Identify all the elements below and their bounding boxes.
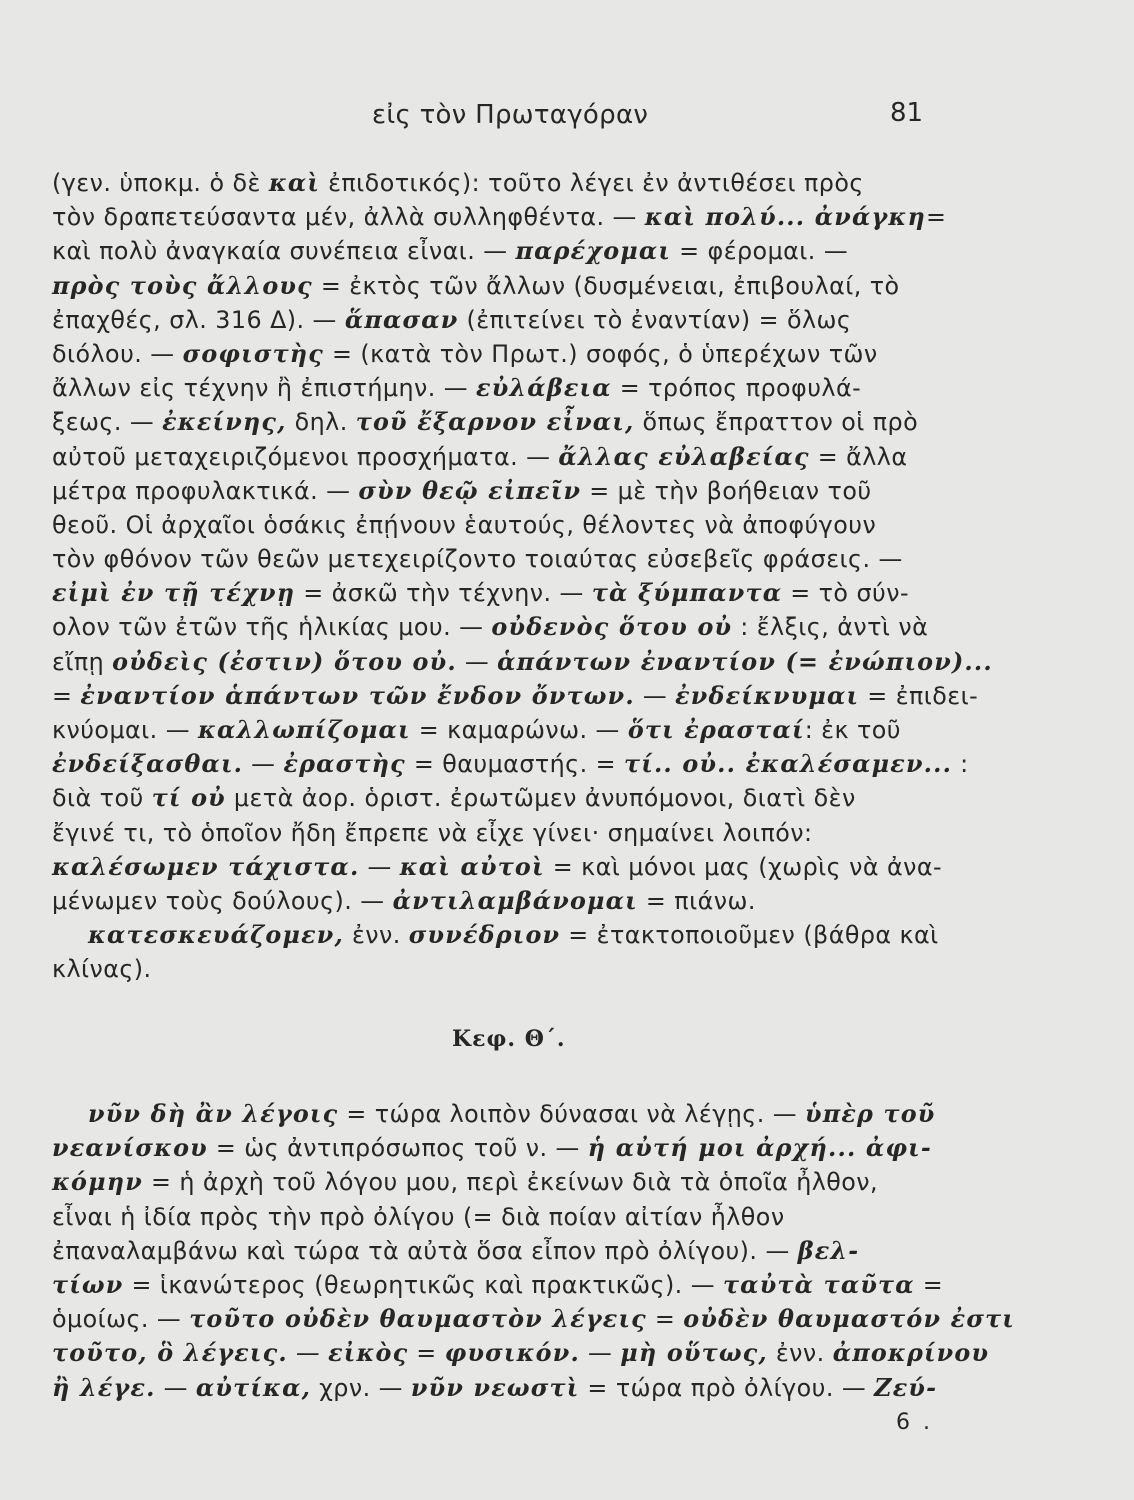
gloss-text: (ἐπιτείνει τὸ ἐναντίαν) = ὅλως: [458, 305, 852, 334]
gloss-text: μέτρα προφυλακτικά. —: [52, 476, 359, 505]
lemma-text: νεανίσκου: [52, 1134, 208, 1163]
gloss-text: —: [155, 1373, 196, 1402]
gloss-text: δηλ.: [286, 408, 356, 437]
text-line: [52, 1097, 952, 1131]
gloss-text: εἶναι ἡ ἰδία πρὸς τὴν πρὸ ὀλίγου (= διὰ ποίαν αἰτίαν ἦλθον: [52, 1202, 785, 1231]
text-line: [52, 440, 952, 474]
lemma-text: σοφιστὴς: [182, 339, 324, 368]
gloss-text: ἐπαχθές, σλ. 316 Δ). —: [52, 305, 345, 334]
gloss-text: : ἐκ τοῦ: [804, 716, 901, 744]
text-line: [52, 542, 952, 576]
gloss-text: διὰ τοῦ: [52, 784, 152, 813]
text-line: [52, 884, 952, 918]
text-line: [52, 645, 993, 679]
gloss-text: (γεν. ὑποκμ. ὁ δὲ: [52, 169, 269, 197]
gloss-text: = τὸ σύν-: [782, 579, 909, 608]
lemma-text: ἐναντίον ἁπάντων τῶν ἔνδον ὄντων.: [80, 681, 635, 710]
text-line: [52, 747, 969, 781]
lemma-text: κόμην: [52, 1168, 143, 1197]
gloss-text: καὶ πολὺ ἀναγκαία συνέπεια εἶναι. —: [52, 237, 516, 266]
gloss-text: ἐπαναλαμβάνω καὶ τώρα τὰ αὐτὰ ὅσα εἶπον πρὸ ὀλίγου). —: [52, 1236, 798, 1265]
lemma-text: τί οὐ: [151, 784, 226, 813]
gloss-text: = ἡ ἀρχὴ τοῦ λόγου μου, περὶ ἐκείνων διὰ τὰ ὁποῖα ἦλθον,: [142, 1168, 879, 1197]
gloss-text: ἔγινέ τι, τὸ ὁποῖον ἤδη ἔπρεπε νὰ εἶχε γίνει· σημαίνει λοιπόν:: [52, 818, 813, 847]
text-line: [52, 1268, 952, 1302]
text-line: [52, 303, 952, 337]
text-line: [52, 1336, 990, 1370]
gloss-text: =: [925, 203, 947, 232]
text-line: [52, 405, 952, 439]
lemma-text: καλλωπίζομαι: [197, 716, 411, 744]
lemma-text: φυσικόν.: [444, 1339, 580, 1368]
text-line: [52, 1371, 952, 1405]
lemma-text: τοῦτο οὐδὲν θαυμαστὸν λέγεις: [189, 1305, 647, 1334]
gloss-text: = μὲ τὴν βοήθειαν τοῦ: [581, 476, 872, 505]
commentary-block: [52, 166, 993, 987]
gloss-text: εἴπῃ: [52, 647, 113, 676]
text-line: [52, 166, 952, 200]
lemma-text: κατεσκευάζομεν,: [88, 921, 344, 950]
gloss-text: =: [914, 1270, 944, 1299]
text-line: [52, 816, 952, 850]
text-line: [52, 952, 952, 986]
gloss-text: διόλου. —: [52, 339, 183, 368]
lemma-text: οὐδὲν θαυμαστόν ἐστι: [683, 1305, 1016, 1334]
text-line: [52, 1302, 1016, 1336]
lemma-text: ὅτι ἐρασταί: [627, 716, 805, 744]
gloss-text: ξεως. —: [52, 408, 163, 437]
gloss-text: τὸν φθόνον τῶν θεῶν μετεχειρίζοντο τοιαύτας εὐσεβεῖς φράσεις. —: [52, 545, 903, 574]
gloss-text: = καμαρώνω. —: [410, 716, 628, 744]
lemma-text: καὶ: [268, 169, 321, 197]
gloss-text: ολον τῶν ἐτῶν τῆς ἡλικίας μου. —: [52, 613, 492, 642]
gloss-text: —: [243, 750, 284, 779]
gloss-text: =: [52, 681, 81, 710]
gloss-text: = ἐκτὸς τῶν ἄλλων (δυσμένειαι, ἐπιβουλαί, τὸ: [312, 271, 900, 300]
gloss-text: = φέρομαι. —: [671, 237, 849, 266]
lemma-text: νῦν δὴ ἂν λέγοις: [88, 1100, 339, 1128]
lemma-text: ταὐτὰ ταῦτα: [722, 1270, 915, 1299]
lemma-text: συνέδριον: [408, 921, 561, 950]
lemma-text: ἅπασαν: [344, 305, 459, 334]
lemma-text: ἐνδείξασθαι.: [52, 750, 244, 779]
gloss-text: —: [359, 852, 400, 881]
text-line: [52, 679, 979, 713]
lemma-text: εἰκὸς: [328, 1339, 409, 1368]
lemma-text: ἀντιλαμβάνομαι: [392, 886, 638, 915]
lemma-text: οὐδεὶς (ἐστιν) ὅτου οὐ.: [112, 647, 457, 676]
lemma-text: καὶ αὐτοὶ: [399, 852, 545, 881]
gloss-text: μένωμεν τοὺς δούλους). —: [52, 886, 393, 915]
gloss-text: κνύομαι. —: [52, 716, 198, 744]
gloss-text: ἐπιδοτικός): τοῦτο λέγει ἐν ἀντιθέσει πρὸς: [320, 169, 864, 197]
text-line: [52, 576, 952, 610]
gloss-text: : ἔλξις, ἀντὶ νὰ: [732, 613, 929, 642]
lemma-text: εὐλάβεια: [476, 374, 612, 403]
gloss-text: ἐνν.: [343, 921, 409, 950]
gloss-text: —: [579, 1339, 621, 1368]
lemma-text: πρὸς τοὺς ἄλλους: [52, 271, 313, 300]
lemma-text: σὺν θεῷ εἰπεῖν: [358, 476, 582, 505]
section-heading: Κεφ. Θ΄.: [452, 1026, 566, 1052]
text-line: [52, 850, 952, 884]
gloss-text: = ἄλλα: [809, 442, 908, 471]
gloss-text: = (κατὰ τὸν Πρωτ.) σοφός, ὁ ὑπερέχων τῶν: [324, 339, 878, 368]
gloss-text: =: [408, 1339, 445, 1368]
lemma-text: αὐτίκα,: [195, 1373, 312, 1402]
lemma-text: τὰ ξύμπαντα: [591, 579, 783, 608]
gloss-text: ἄλλων εἰς τέχνην ἢ ἐπιστήμην. —: [52, 374, 477, 403]
gloss-text: =: [646, 1305, 684, 1334]
gloss-text: = ἐτακτοποιοῦμεν (βάθρα καὶ: [560, 921, 939, 950]
text-line: [52, 713, 952, 747]
gloss-text: θεοῦ. Οἱ ἀρχαῖοι ὁσάκις ἐπῄνουν ἑαυτούς, θέλοντες νὰ ἀποφύγουν: [52, 510, 877, 539]
lemma-text: ἁπάντων ἐναντίον (= ἐνώπιον)...: [497, 647, 993, 676]
lemma-text: τίων: [52, 1270, 124, 1299]
text-line: [52, 1131, 952, 1165]
gloss-text: μετὰ ἀορ. ὁριστ. ἐρωτῶμεν ἀνυπόμονοι, διατὶ δὲν: [225, 784, 856, 813]
lemma-text: ἢ λέγε.: [52, 1373, 156, 1402]
gloss-text: = τώρα πρὸ ὀλίγου. —: [579, 1373, 875, 1402]
gloss-text: χρν. —: [311, 1373, 411, 1402]
lemma-text: ἄλλας εὐλαβείας: [558, 442, 810, 471]
gloss-text: τὸν δραπετεύσαντα μέν, ἀλλὰ συλληφθέντα. —: [52, 203, 645, 232]
lemma-text: νῦν νεωστὶ: [410, 1373, 580, 1402]
text-line: [52, 234, 952, 268]
text-line: [52, 1165, 952, 1199]
gloss-text: —: [634, 681, 676, 710]
gloss-text: = ἐπιδει-: [859, 681, 979, 710]
gloss-text: :: [952, 750, 969, 779]
gloss-text: = καὶ μόνοι μας (χωρὶς νὰ ἀνα-: [544, 852, 943, 881]
lemma-text: τοῦ ἔξαρνον εἶναι,: [355, 408, 635, 437]
lemma-text: οὐδενὸς ὅτου οὐ: [491, 613, 733, 642]
lemma-text: ἀποκρίνου: [832, 1339, 990, 1368]
gloss-text: = ἱκανώτερος (θεωρητικῶς καὶ πρακτικῶς). —: [123, 1270, 723, 1299]
gloss-text: = θαυμαστής. =: [405, 750, 625, 779]
lemma-text: ἐκείνης,: [162, 408, 287, 437]
lemma-text: βελ-: [797, 1236, 860, 1265]
printer-signature: 6 .: [896, 1410, 933, 1435]
text-line: [52, 508, 952, 542]
text-line: [52, 371, 952, 405]
text-line: [52, 1200, 952, 1234]
gloss-text: ἐνν.: [767, 1339, 833, 1368]
text-line: [52, 610, 952, 644]
commentary-block: [52, 1097, 1016, 1405]
gloss-text: = τώρα λοιπὸν δύνασαι νὰ λέγῃς. —: [338, 1100, 805, 1128]
lemma-text: καὶ πολύ... ἀνάγκη: [644, 203, 926, 232]
gloss-text: = πιάνω.: [637, 886, 756, 915]
lemma-text: ἐνδείκνυμαι: [675, 681, 860, 710]
gloss-text: κλίνας).: [52, 955, 152, 984]
text-line: [52, 781, 952, 815]
text-line: [52, 269, 952, 303]
lemma-text: ἡ αὐτή μοι ἀρχή... ἀφι-: [587, 1134, 932, 1163]
running-title: εἰς τὸν Πρωταγόραν: [372, 100, 649, 130]
lemma-text: καλέσωμεν τάχιστα.: [52, 852, 360, 881]
lemma-text: ἐραστὴς: [283, 750, 406, 779]
lemma-text: μὴ οὕτως,: [620, 1339, 768, 1368]
gloss-text: = ἀσκῶ τὴν τέχνην. —: [295, 579, 592, 608]
gloss-text: = τρόπος προφυλά-: [611, 374, 862, 403]
lemma-text: Ζεύ-: [874, 1373, 938, 1402]
text-line: [52, 474, 952, 508]
page-number: 81: [890, 98, 924, 128]
gloss-text: = ὡς ἀντιπρόσωπος τοῦ ν. —: [207, 1134, 588, 1163]
text-line: [52, 337, 952, 371]
gloss-text: αὐτοῦ μεταχειριζόμενοι προσχήματα. —: [52, 442, 559, 471]
lemma-text: εἰμὶ ἐν τῇ τέχνῃ: [52, 579, 296, 608]
gloss-text: —: [456, 647, 498, 676]
text-line: [52, 918, 952, 952]
lemma-text: παρέχομαι: [515, 237, 672, 266]
gloss-text: —: [287, 1339, 329, 1368]
gloss-text: ὁμοίως. —: [52, 1305, 190, 1334]
page-header: [0, 100, 1134, 140]
text-line: [52, 1234, 952, 1268]
text-line: [52, 200, 952, 234]
lemma-text: ὑπὲρ τοῦ: [805, 1100, 936, 1128]
lemma-text: τοῦτο, ὃ λέγεις.: [52, 1339, 288, 1368]
lemma-text: τί.. οὐ.. ἐκαλέσαμεν...: [624, 750, 953, 779]
gloss-text: ὅπως ἔπραττον οἱ πρὸ: [634, 408, 919, 437]
